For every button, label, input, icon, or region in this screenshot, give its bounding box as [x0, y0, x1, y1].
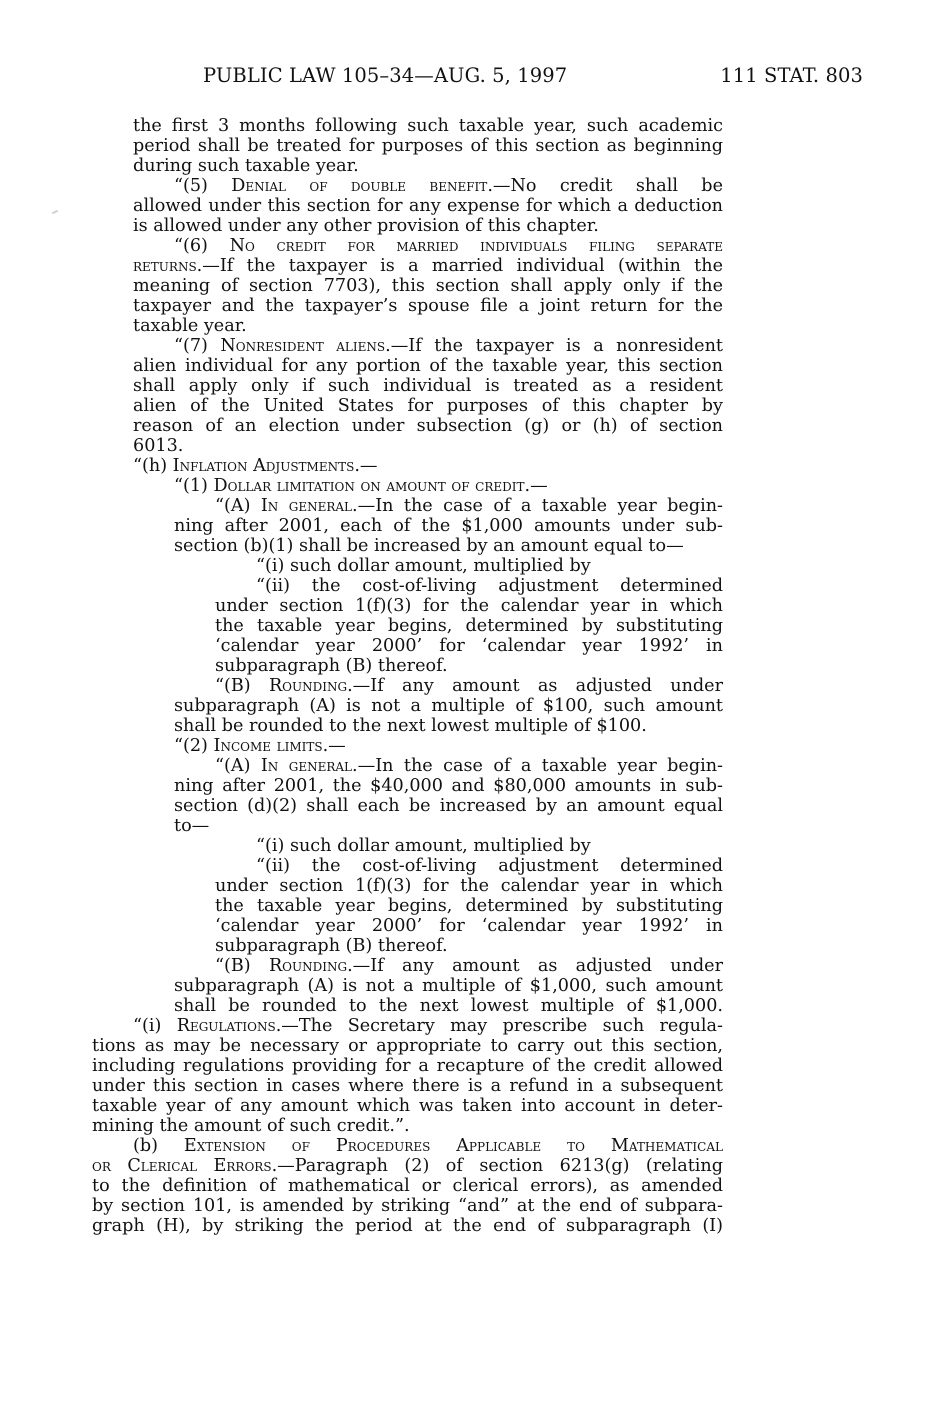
- text-line: taxpayer and the taxpayer’s spouse file a joint return for the: [133, 296, 723, 316]
- text-line: graph (H), by striking the period at the end of subparagraph (I): [92, 1216, 723, 1236]
- subsection-h-heading: “(h) Inflation Adjustments.—: [133, 456, 378, 476]
- text-line: “(i) such dollar amount, multiplied by: [256, 836, 591, 856]
- text-line: under section 1(f)(3) for the calendar year in which: [215, 596, 723, 616]
- text-line: ‘calendar year 2000’ for ‘calendar year 1992’ in: [215, 916, 723, 936]
- header-statute-page: 111 STAT. 803: [720, 64, 863, 87]
- paragraph-h1-heading: “(1) Dollar limitation on amount of credit.—: [174, 476, 548, 496]
- text-line: period shall be treated for purposes of this section as beginning: [133, 136, 723, 156]
- text-line: “(ii) the cost-of-living adjustment determined: [256, 576, 723, 596]
- statute-body: [92, 116, 723, 1236]
- text-line: alien of the United States for purposes of this chapter by: [133, 396, 723, 416]
- scan-mark: [52, 210, 58, 214]
- h2-b-heading: “(B) Rounding.—If any amount as adjusted under: [215, 956, 723, 976]
- paragraph-h2-heading: “(2) Income limits.—: [174, 736, 346, 756]
- text-line: shall be rounded to the next lowest multiple of $1,000.: [174, 996, 723, 1016]
- text-line: to—: [174, 816, 210, 836]
- subsection-b-heading: (b) Extension of Procedures Applicable to Mathematical: [133, 1136, 723, 1156]
- subsection-i-heading: “(i) Regulations.—The Secretary may prescribe such regula-: [133, 1016, 723, 1036]
- text-line: ning after 2001, each of the $1,000 amounts under sub-: [174, 516, 723, 536]
- text-line: subparagraph (A) is not a multiple of $1,000, such amount: [174, 976, 723, 996]
- text-line: taxable year.: [133, 316, 247, 336]
- text-line: under section 1(f)(3) for the calendar year in which: [215, 876, 723, 896]
- text-line: alien individual for any portion of the taxable year, this section: [133, 356, 723, 376]
- text-line: taxable year of any amount which was taken into account in deter-: [92, 1096, 723, 1116]
- text-line: by section 101, is amended by striking “and” at the end of subpara-: [92, 1196, 723, 1216]
- text-line: mining the amount of such credit.”.: [92, 1116, 410, 1136]
- text-line: reason of an election under subsection (g) or (h) of section: [133, 416, 723, 436]
- header-law-citation: PUBLIC LAW 105–34—AUG. 5, 1997: [203, 64, 568, 87]
- text-line: section (d)(2) shall each be increased by an amount equal: [174, 796, 723, 816]
- subsection-b-heading-cont: or Clerical Errors.—Paragraph (2) of section 6213(g) (relating: [92, 1156, 723, 1176]
- text-line: is allowed under any other provision of this chapter.: [133, 216, 599, 236]
- paragraph-7-heading: “(7) Nonresident aliens.—If the taxpayer is a nonresident: [174, 336, 723, 356]
- paragraph-6-heading-cont: returns.—If the taxpayer is a married individual (within the: [133, 256, 723, 276]
- text-line: subparagraph (A) is not a multiple of $100, such amount: [174, 696, 723, 716]
- h1-a-heading: “(A) In general.—In the case of a taxable year begin-: [215, 496, 723, 516]
- text-line: to the definition of mathematical or clerical errors), as amended: [92, 1176, 723, 1196]
- text-line: 6013.: [133, 436, 184, 456]
- text-line: “(ii) the cost-of-living adjustment determined: [256, 856, 723, 876]
- text-line: meaning of section 7703), this section shall apply only if the: [133, 276, 723, 296]
- text-line: the taxable year begins, determined by substituting: [215, 616, 723, 636]
- running-header: [203, 64, 863, 94]
- text-line: subparagraph (B) thereof.: [215, 656, 448, 676]
- text-line: ‘calendar year 2000’ for ‘calendar year 1992’ in: [215, 636, 723, 656]
- text-line: section (b)(1) shall be increased by an amount equal to—: [174, 536, 684, 556]
- text-line: during such taxable year.: [133, 156, 359, 176]
- text-line: including regulations providing for a recapture of the credit allowed: [92, 1056, 723, 1076]
- text-line: under this section in cases where there is a refund in a subsequent: [92, 1076, 723, 1096]
- text-line: ning after 2001, the $40,000 and $80,000 amounts in sub-: [174, 776, 723, 796]
- text-line: the taxable year begins, determined by substituting: [215, 896, 723, 916]
- text-line: shall be rounded to the next lowest multiple of $100.: [174, 716, 647, 736]
- h2-a-heading: “(A) In general.—In the case of a taxable year begin-: [215, 756, 723, 776]
- paragraph-6-heading: “(6) No credit for married individuals filing separate: [174, 236, 723, 256]
- paragraph-5-heading: “(5) Denial of double benefit.—No credit shall be: [174, 176, 723, 196]
- text-line: the first 3 months following such taxable year, such academic: [133, 116, 723, 136]
- h1-b-heading: “(B) Rounding.—If any amount as adjusted under: [215, 676, 723, 696]
- text-line: tions as may be necessary or appropriate to carry out this section,: [92, 1036, 723, 1056]
- text-line: “(i) such dollar amount, multiplied by: [256, 556, 591, 576]
- text-line: allowed under this section for any expense for which a deduction: [133, 196, 723, 216]
- text-line: shall apply only if such individual is treated as a resident: [133, 376, 723, 396]
- text-line: subparagraph (B) thereof.: [215, 936, 448, 956]
